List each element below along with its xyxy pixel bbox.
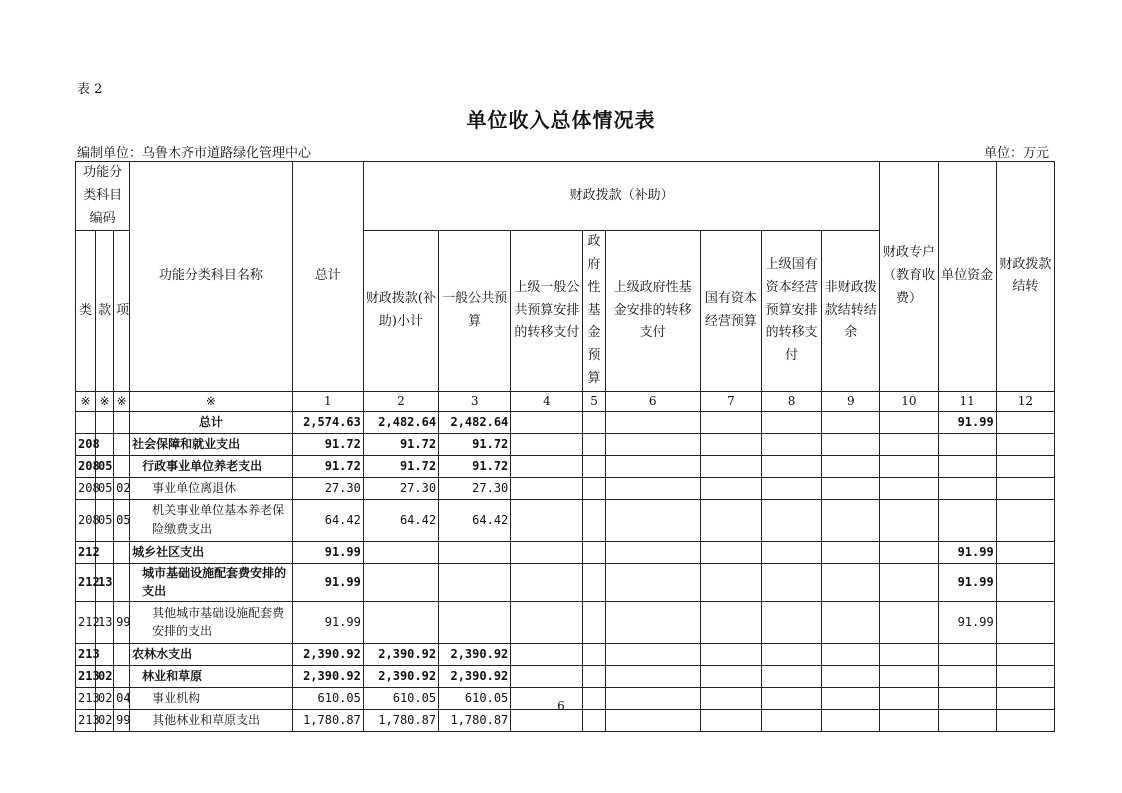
cell-xiang [114,411,130,433]
table-row [76,455,1055,477]
cell-general: 610.05 [439,687,511,709]
cell-total: 64.42 [292,499,363,541]
header-fiscal-group: 财政拨款（补助） [363,162,880,231]
cell-xiang [114,433,130,455]
header-upper-general-transfer: 上级一般公共预算安排的转移支付 [511,231,583,391]
cell-kuan: 05 [96,455,114,477]
cell-total: 91.99 [292,541,363,563]
cell-carryover: 91.99 [938,411,996,433]
cell-name: 其他林业和草原支出 [130,709,292,731]
table-row [76,477,1055,499]
cell-xiang [114,455,130,477]
cell-carryover [938,499,996,541]
cell-subtotal: 2,482.64 [363,411,438,433]
index-cell: 2 [363,391,438,411]
cell-carryover [938,665,996,687]
header-gov-fund-budget: 政府性基金预算 [583,231,605,391]
index-cell: 6 [605,391,700,411]
cell-subtotal [363,541,438,563]
header-unit-funds: 单位资金 [938,162,996,392]
header-name: 功能分类科目名称 [130,162,292,392]
cell-subtotal: 1,780.87 [363,709,438,731]
cell-carryover: 91.99 [938,601,996,643]
header-special-account: 财政专户（教育收费） [880,162,938,392]
index-cell: ※ [76,391,96,411]
cell-name: 机关事业单位基本养老保险缴费支出 [130,499,292,541]
cell-lei: 213 [76,643,96,665]
table-row [76,499,1055,541]
cell-carryover: 91.99 [938,541,996,563]
cell-kuan: 02 [96,687,114,709]
header-xiang: 项 [114,231,130,391]
index-cell: 10 [880,391,938,411]
table-row [76,541,1055,563]
header-total: 总计 [292,162,363,392]
cell-general: 91.72 [439,455,511,477]
table-number: 表 2 [77,82,103,97]
cell-total: 2,574.63 [292,411,363,433]
header-fiscal-subtotal: 财政拨款(补助)小计 [363,231,438,391]
cell-lei: 208 [76,499,96,541]
cell-total: 91.99 [292,601,363,643]
cell-lei: 213 [76,665,96,687]
header-func-code: 功能分类科目编码 [76,162,130,231]
cell-name: 行政事业单位养老支出 [130,455,292,477]
cell-kuan: 05 [96,477,114,499]
page-title: 单位收入总体情况表 [466,108,656,132]
table-row [76,563,1055,601]
cell-xiang: 99 [114,601,130,643]
cell-general [439,541,511,563]
cell-lei: 208 [76,455,96,477]
index-row [76,391,1055,411]
cell-total: 27.30 [292,477,363,499]
cell-name: 事业单位离退休 [130,477,292,499]
compiling-unit: 编制单位：乌鲁木齐市道路绿化管理中心 [77,146,312,161]
cell-subtotal [363,601,438,643]
header-upper-state-transfer: 上级国有资本经营预算安排的转移支付 [762,231,822,391]
cell-subtotal: 2,390.92 [363,643,438,665]
cell-name: 城市基础设施配套费安排的支出 [130,563,292,601]
header-kuan: 款 [96,231,114,391]
table-row [76,433,1055,455]
cell-subtotal: 610.05 [363,687,438,709]
cell-kuan: 13 [96,601,114,643]
cell-lei: 212 [76,563,96,601]
index-cell: 5 [583,391,605,411]
cell-general: 2,482.64 [439,411,511,433]
header-general-budget: 一般公共预算 [439,231,511,391]
cell-general: 1,780.87 [439,709,511,731]
cell-subtotal [363,563,438,601]
cell-xiang [114,541,130,563]
header-non-fiscal-carryover: 非财政拨款结转结余 [822,231,880,391]
table-row [76,665,1055,687]
index-cell: 7 [700,391,761,411]
index-cell: 8 [762,391,822,411]
cell-xiang [114,665,130,687]
cell-name: 其他城市基础设施配套费安排的支出 [130,601,292,643]
cell-kuan [96,411,114,433]
index-cell: ※ [96,391,114,411]
header-lei: 类 [76,231,96,391]
cell-total: 610.05 [292,687,363,709]
cell-xiang: 02 [114,477,130,499]
cell-lei: 212 [76,601,96,643]
cell-carryover [938,643,996,665]
cell-general: 2,390.92 [439,643,511,665]
cell-lei: 213 [76,687,96,709]
cell-total: 2,390.92 [292,665,363,687]
cell-xiang: 04 [114,687,130,709]
cell-name: 林业和草原 [130,665,292,687]
cell-general: 2,390.92 [439,665,511,687]
cell-lei [76,411,96,433]
cell-name: 事业机构 [130,687,292,709]
cell-carryover: 91.99 [938,563,996,601]
cell-carryover [938,455,996,477]
cell-carryover [938,477,996,499]
cell-kuan: 02 [96,665,114,687]
cell-total: 91.72 [292,433,363,455]
index-cell: 4 [511,391,583,411]
index-cell: 1 [292,391,363,411]
cell-total: 91.99 [292,563,363,601]
cell-kuan: 13 [96,563,114,601]
header-fiscal-carryover: 财政拨款结转 [996,162,1054,392]
cell-lei: 212 [76,541,96,563]
table-row [76,643,1055,665]
index-cell: ※ [130,391,292,411]
cell-lei: 208 [76,477,96,499]
cell-total: 2,390.92 [292,643,363,665]
page-number: 6 [557,699,565,713]
cell-lei: 213 [76,709,96,731]
header-state-capital-budget: 国有资本经营预算 [700,231,761,391]
cell-kuan: 05 [96,499,114,541]
income-table [75,161,1055,732]
table-row [76,601,1055,643]
cell-subtotal: 2,390.92 [363,665,438,687]
index-cell: 9 [822,391,880,411]
cell-name: 农林水支出 [130,643,292,665]
cell-xiang: 05 [114,499,130,541]
cell-general [439,601,511,643]
cell-xiang [114,643,130,665]
cell-xiang: 99 [114,709,130,731]
index-cell: 3 [439,391,511,411]
cell-lei: 208 [76,433,96,455]
cell-kuan: 02 [96,709,114,731]
cell-general: 64.42 [439,499,511,541]
cell-name: 城乡社区支出 [130,541,292,563]
cell-xiang [114,563,130,601]
cell-total: 1,780.87 [292,709,363,731]
cell-total: 91.72 [292,455,363,477]
cell-name: 社会保障和就业支出 [130,433,292,455]
cell-general: 27.30 [439,477,511,499]
index-cell: 12 [996,391,1054,411]
index-cell: 11 [938,391,996,411]
header-upper-fund-transfer: 上级政府性基金安排的转移支付 [605,231,700,391]
cell-subtotal: 91.72 [363,433,438,455]
cell-carryover [938,433,996,455]
cell-name: 总计 [130,411,292,433]
cell-subtotal: 91.72 [363,455,438,477]
cell-subtotal: 64.42 [363,499,438,541]
cell-subtotal: 27.30 [363,477,438,499]
cell-general [439,563,511,601]
currency-unit: 单位：万元 [983,146,1049,161]
index-cell: ※ [114,391,130,411]
cell-general: 91.72 [439,433,511,455]
table-row [76,411,1055,433]
